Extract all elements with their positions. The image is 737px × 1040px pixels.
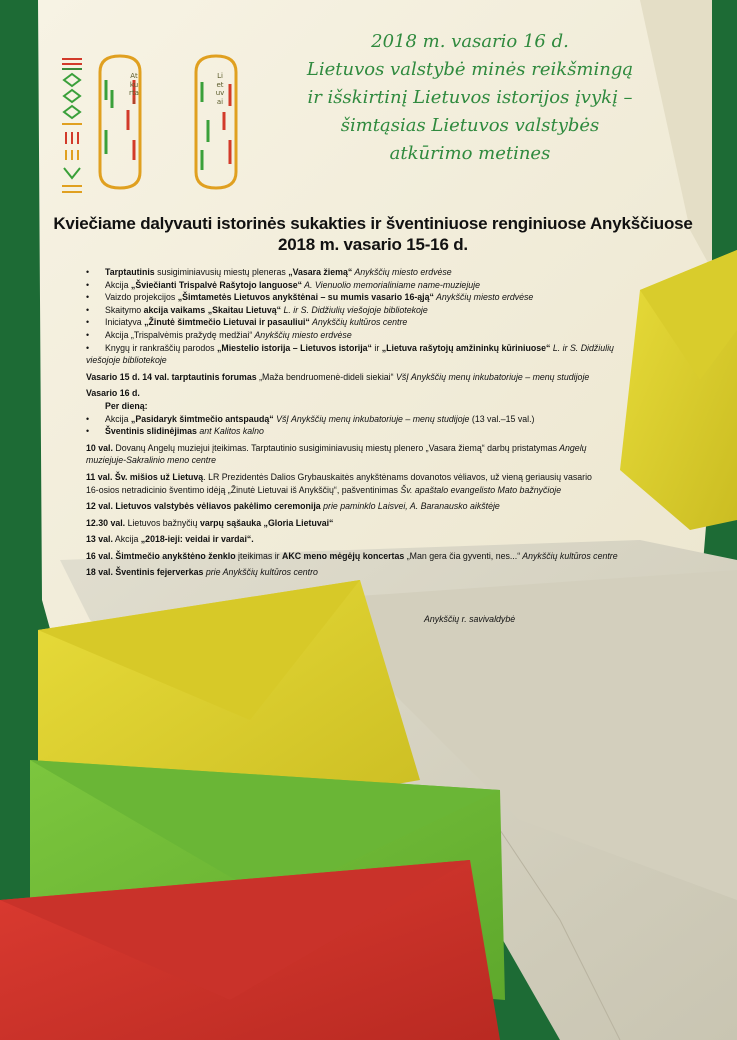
program-feb15: Vasario 15 d. 14 val. tarptautinis forumas „Maža bendruomenė-dideli siekiai“ VšĮ Anykščių menų inkubatoriuje – menų studijoje: [86, 371, 590, 382]
program-per-day-title: Per dieną:: [105, 400, 148, 411]
program-per-day-item: • Šventinis slidinėjimas ant Kalitos kalno: [86, 425, 686, 438]
program-item: 18 val. Šventinis fejerverkas prie Anykščių kultūros centro: [86, 567, 318, 578]
signature-municipality: Anykščių r. savivaldybė: [424, 614, 516, 624]
program-item: 10 val. Dovanų Angelų muziejui įteikimas. Tarptautinio susigiminiavusių miestų plenero „Vasara žiemą“ darbų pristatymas Angelų: [86, 442, 587, 453]
header-line-4: šimtąsias Lietuvos valstybės: [340, 115, 600, 136]
program-bullet: • Knygų ir rankraščių parodos „Miestelio istorija – Lietuvos istorija“ ir „Lietuva rašytojų amžininkų kūriniuose“ L. ir S. Didžiulių: [86, 342, 686, 355]
program-bullet: • Iniciatyva „Žinutė šimtmečio Lietuvai ir pasauliui“ Anykščių kultūros centre: [86, 316, 686, 329]
program-item: 12 val. Lietuvos valstybės vėliavos pakėlimo ceremonija prie paminklo Laisvei, A. Baranausko aikštėje: [86, 501, 500, 512]
program-bullet-continuation: viešojoje bibliotekoje: [86, 355, 167, 366]
program-bullet: • Vaizdo projekcijos „Šimtametės Lietuvos anykštėnai – su mumis vasario 16-ąją“ Anykščių miesto erdvėse: [86, 291, 686, 304]
invitation-heading: [38, 213, 708, 255]
header-announcement: [250, 28, 690, 168]
program-item: 16 val. Šimtmečio anykštėno ženklo įteikimas ir AKC meno mėgėjų koncertas „Man gera čia gyventi, nes...“ Anykščių kultūros centre: [86, 550, 618, 561]
header-line-2: Lietuvos valstybė minės reikšmingą: [306, 59, 634, 80]
header-line-5: atkūrimo metines: [389, 143, 551, 164]
program-bullet: • Akcija „Trispalvėmis pražydę medžiai“ Anykščių miesto erdvėse: [86, 329, 686, 342]
program-per-day-item: • Akcija „Pasidaryk šimtmečio antspaudą“ VšĮ Anykščių menų inkubatoriuje – menų studijoje (13 val.–15 val.): [86, 413, 686, 426]
invitation-line-1: Kviečiame dalyvauti istorinės sukakties ir šventiniuose renginiuose Anykščiuose: [53, 214, 693, 233]
program-bullet: • Skaitymo akcija vaikams „Skaitau Lietuvą“ L. ir S. Didžiulių viešojoje bibliotekoje: [86, 304, 686, 317]
event-program: [86, 266, 686, 579]
program-item-continuation: 16-osios netradicinio šventimo idėją „Žinutė Lietuvai iš Anykščių“, pašventinimas Šv. apaštalo evangelisto Mato bažnyčioje: [86, 484, 562, 495]
program-feb16-title: Vasario 16 d.: [86, 388, 140, 399]
header-line-3: ir išskirtinį Lietuvos istorijos įvykį –: [307, 87, 633, 108]
program-item: 13 val. Akcija „2018-ieji: veidai ir vardai“.: [86, 534, 254, 545]
program-item: 11 val. Šv. mišios už Lietuvą. LR Prezidentės Dalios Grybauskaitės anykštėnams dovanotos vėliavos, už vieną geriausių vasario: [86, 471, 592, 482]
program-item: 12.30 val. Lietuvos bažnyčių varpų sąšauka „Gloria Lietuvai“: [86, 517, 334, 528]
program-bullet: • Akcija „Šviečianti Trispalvė Rašytojo languose“ A. Vienuolio memorialiniame name-muziejuje: [86, 279, 686, 292]
logo-word-right: Lietuvai: [215, 72, 225, 106]
header-line-date: 2018 m. vasario 16 d.: [371, 31, 569, 52]
program-item-continuation: muziejuje-Sakralinio meno centre: [86, 455, 217, 466]
invitation-line-2: 2018 m. vasario 15-16 d.: [278, 235, 468, 254]
program-bullet: • Tarptautinis susigiminiavusių miestų pleneras „Vasara žiemą“ Anykščių miesto erdvėse: [86, 266, 686, 279]
logo-word-left: Atkurtai: [129, 72, 139, 106]
